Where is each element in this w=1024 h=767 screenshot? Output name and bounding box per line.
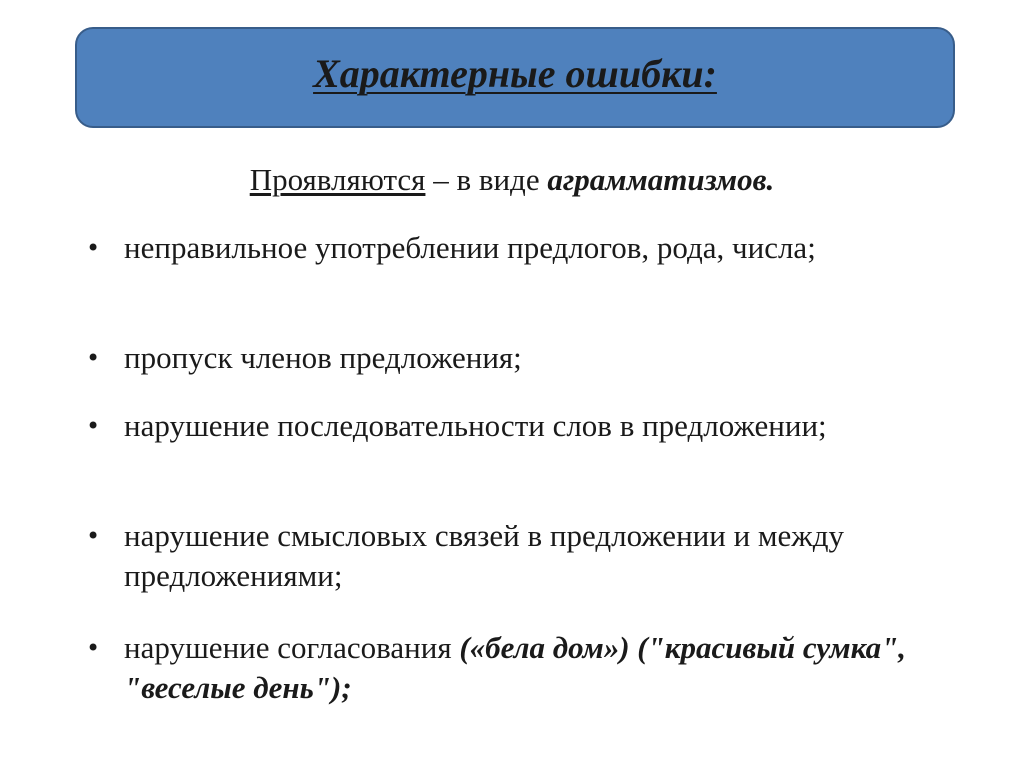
- bullet-text-mixed: [124, 628, 966, 708]
- bullet-icon: •: [86, 522, 101, 550]
- bullet-icon: •: [86, 344, 101, 372]
- bullet-item-3: [86, 406, 966, 446]
- intro-line: [0, 160, 1024, 200]
- bullet-item-2: [86, 338, 966, 378]
- bullet-item-1: [86, 228, 966, 268]
- slide-title: Характерные ошибки:: [313, 51, 717, 96]
- bullet-examples: («бела дом») ("красивый сумка", "веселые день");: [124, 630, 907, 705]
- title-banner: [75, 27, 955, 128]
- bullet-icon: •: [86, 234, 101, 262]
- bullet-item-5: [86, 628, 966, 708]
- bullet-text: нарушение согласования: [124, 630, 460, 665]
- bullet-text: нарушение смысловых связей в предложении и между предложениями;: [124, 518, 844, 593]
- intro-emphasis: аграмматизмов.: [547, 162, 775, 197]
- bullet-text: нарушение последовательности слов в предложении;: [124, 408, 827, 443]
- intro-middle-text: – в виде: [425, 162, 548, 197]
- bullet-text: пропуск членов предложения;: [124, 340, 522, 375]
- bullet-text: неправильное употреблении предлогов, рода, числа;: [124, 230, 816, 265]
- intro-underlined-word: Проявляются: [249, 162, 426, 197]
- bullet-item-4: [86, 516, 966, 596]
- bullet-icon: •: [86, 634, 101, 662]
- bullet-icon: •: [86, 412, 101, 440]
